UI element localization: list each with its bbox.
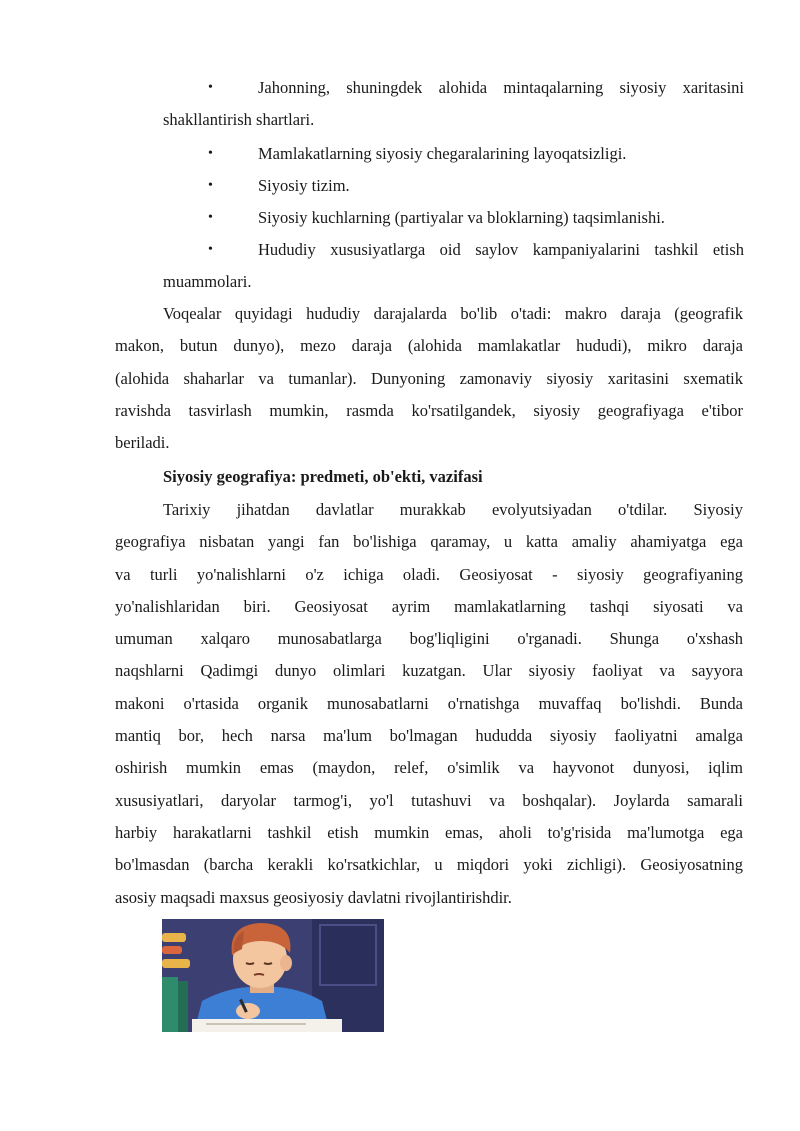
bullet-text: Siyosiy kuchlarning (partiyalar va bloklarning) taqsimlanishi. bbox=[258, 208, 665, 227]
bullet-marker: • bbox=[208, 80, 213, 95]
paragraph-line: naqshlarni Qadimgi dunyo olimlari kuzatgan. Ular siyosiy faoliyat va sayyora bbox=[115, 661, 743, 681]
bullet-text: Mamlakatlarning siyosiy chegaralarining layoqatsizligi. bbox=[258, 144, 627, 163]
paragraph-line: va turli yo'nalishlarni o'z ichiga oladi. Geosiyosat - siyosiy geografiyaning bbox=[115, 564, 743, 584]
paragraph-line: oshirish mumkin emas (maydon, relef, o'simlik va hayvonot dunyosi, iqlim bbox=[115, 758, 743, 778]
paragraph-line: xususiyatlari, daryolar tarmog'i, yo'l tutashuvi va boshqalar). Joylarda samarali bbox=[115, 790, 743, 810]
bullet-text: Hududiy xususiyatlarga oid saylov kampaniyalarini tashkil etish bbox=[258, 240, 744, 259]
paragraph-line: bo'lmasdan (barcha kerakli ko'rsatkichlar, u miqdori yoki zichligi). Geosiyosatning bbox=[115, 855, 743, 875]
bullet-continuation: shakllantirish shartlari. bbox=[163, 110, 315, 129]
paragraph-line: asosiy maqsadi maxsus geosiyosiy davlatni rivojlantirishdir. bbox=[115, 887, 512, 907]
paragraph-line: yo'nalishlaridan biri. Geosiyosat ayrim mamlakatlarning tashqi siyosati va bbox=[115, 596, 743, 616]
student-illustration bbox=[162, 919, 384, 1032]
paragraph-line: harbiy harakatlarni tashkil etish mumkin emas, aholi to'g'risida ma'lumotga ega bbox=[115, 822, 743, 842]
paragraph-line: ravishda tasvirlash mumkin, rasmda ko'rsatilgandek, siyosiy geografiyaga e'tibor bbox=[115, 400, 743, 420]
paragraph-line: mantiq bor, hech narsa ma'lum bo'lmagan hududda siyosiy faoliyatni amalga bbox=[115, 726, 743, 746]
bullet-text: Siyosiy tizim. bbox=[258, 176, 350, 195]
paragraph-line: umuman xalqaro munosabatlarga bog'liqligini o'rganadi. Shunga o'xshash bbox=[115, 629, 743, 649]
paragraph-line: beriladi. bbox=[115, 433, 170, 453]
bullet-marker: • bbox=[208, 178, 213, 193]
section-heading: Siyosiy geografiya: predmeti, ob'ekti, vazifasi bbox=[163, 467, 483, 486]
paragraph-line: Tarixiy jihatdan davlatlar murakkab evolyutsiyadan o'tdilar. Siyosiy bbox=[163, 500, 743, 519]
student-drawing bbox=[162, 919, 384, 1032]
paragraph bbox=[115, 494, 743, 914]
paragraph-line: makon, butun dunyo), mezo daraja (alohida mamlakatlar hududi), mikro daraja bbox=[115, 336, 743, 356]
bullet-marker: • bbox=[208, 210, 213, 225]
paragraph-line: Voqealar quyidagi hududiy darajalarda bo'lib o'tadi: makro daraja (geografik bbox=[163, 304, 743, 323]
bullet-marker: • bbox=[208, 146, 213, 161]
paragraph-line: geografiya nisbatan yangi fan bo'lishiga qaramay, u katta amaliy ahamiyatga ega bbox=[115, 532, 743, 552]
bullet-continuation: muammolari. bbox=[163, 272, 252, 291]
paragraph bbox=[115, 298, 743, 459]
paragraph-line: makoni o'rtasida organik munosabatlarni o'rnatishga muvaffaq bo'lishdi. Bunda bbox=[115, 693, 743, 713]
paragraph-line: (alohida shaharlar va tumanlar). Dunyoning zamonaviy siyosiy xaritasini sxematik bbox=[115, 368, 743, 388]
bullet-text: Jahonning, shuningdek alohida mintaqalarning siyosiy xaritasini bbox=[258, 78, 744, 97]
bullet-marker: • bbox=[208, 242, 213, 257]
